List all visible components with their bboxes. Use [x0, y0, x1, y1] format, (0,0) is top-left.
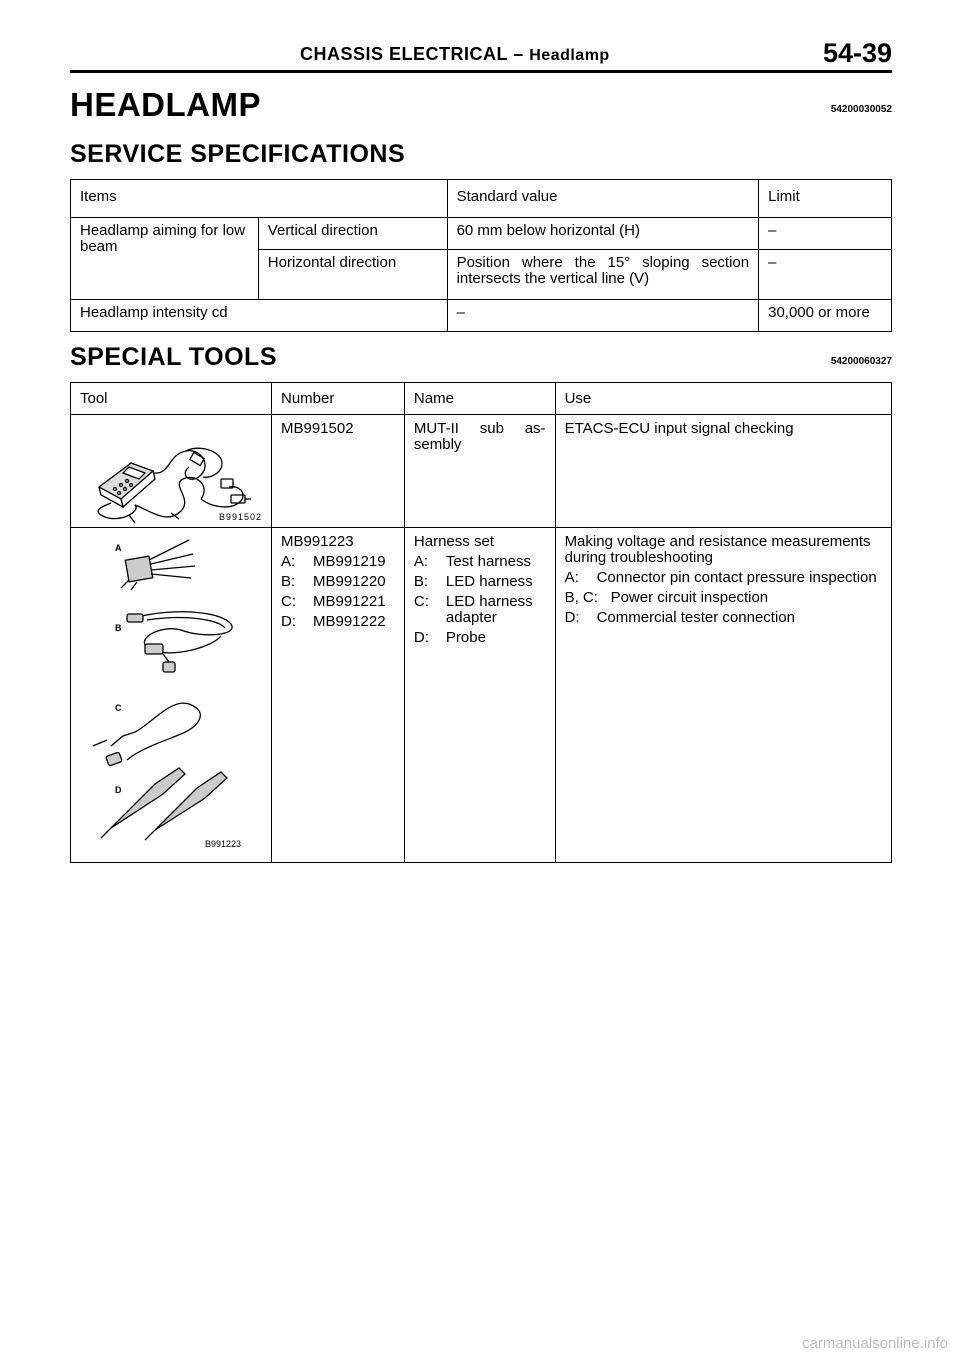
tool2-number-cell [272, 528, 405, 863]
vertical-standard-cell: 60 mm below horizontal (H) [447, 218, 759, 250]
table-row [71, 300, 892, 332]
page-number: 54-39 [822, 38, 892, 68]
tool2-image-cell [71, 528, 272, 863]
col-header-name: Name [404, 383, 555, 415]
horizontal-limit-cell: – [759, 250, 892, 300]
page-title: HEADLAMP [70, 86, 261, 123]
table-row [71, 218, 892, 250]
tool1-image-cell [71, 415, 272, 528]
tool2-image-code: B991223 [205, 839, 242, 849]
service-specs-table [70, 179, 892, 332]
horizontal-standard-cell: Position where the 15° sloping section intersects the vertical line (V) [447, 250, 759, 300]
harness-set-drawing [71, 528, 271, 862]
harness-set-illustration [71, 528, 271, 862]
special-tools-code: 54200060327 [830, 356, 892, 367]
tool2-number-main: MB991223 [281, 533, 354, 550]
list-item: B, C: Power circuit inspection [564, 589, 769, 606]
list-item: B: LED harness [413, 573, 533, 590]
col-header-tool: Tool [71, 383, 272, 415]
header-dash: – [513, 44, 524, 64]
intensity-limit-cell: 30,000 or more [759, 300, 892, 332]
list-item: C: LED harness adapter [413, 593, 533, 626]
header-section: CHASSIS ELECTRICAL [300, 44, 508, 64]
vertical-limit-cell: – [759, 218, 892, 250]
running-header [300, 44, 610, 65]
special-tools-heading: SPECIAL TOOLS [70, 343, 278, 371]
list-item: D: Commercial tester connection [564, 609, 795, 626]
table-row [71, 383, 892, 415]
col-header-limit: Limit [759, 180, 892, 218]
label-a: A [115, 543, 122, 553]
intensity-standard-cell: – [447, 300, 759, 332]
list-item: B: MB991220 [281, 573, 386, 590]
list-item: A: Connector pin contact pressure inspection [564, 569, 877, 586]
tool2-use-main: Making voltage and resistance measurements during troubleshooting [564, 533, 871, 566]
list-item: A: MB991219 [281, 553, 386, 570]
service-specs-heading: SERVICE SPECIFICATIONS [70, 140, 406, 168]
header-subject: Headlamp [529, 47, 610, 64]
vertical-direction-cell: Vertical direction [258, 218, 447, 250]
table-row [71, 415, 892, 528]
watermark: carmanualsonline.info [802, 1335, 948, 1352]
tool2-name-main: Harness set [413, 533, 494, 550]
col-header-number: Number [272, 383, 405, 415]
col-header-standard: Standard value [447, 180, 759, 218]
tool1-image-code: B991502 [219, 512, 263, 522]
list-item: C: MB991221 [281, 593, 386, 610]
list-item: D: Probe [413, 629, 486, 646]
label-c: C [115, 703, 122, 713]
label-d: D [115, 785, 122, 795]
tool1-use-cell: ETACS-ECU input signal checking [555, 415, 891, 528]
aim-item-cell: Headlamp aiming for low beam [71, 218, 259, 300]
tool2-use-cell [555, 528, 891, 863]
horizontal-direction-cell: Horizontal direction [258, 250, 447, 300]
special-tools-table [70, 382, 892, 863]
tool1-number-cell: MB991502 [272, 415, 405, 528]
mut-ii-illustration [71, 415, 271, 527]
tool2-name-cell [404, 528, 555, 863]
list-item: D: MB991222 [281, 613, 386, 630]
table-row [71, 528, 892, 863]
label-b: B [115, 623, 122, 633]
title-code: 54200030052 [830, 104, 892, 115]
header-rule [70, 70, 892, 73]
intensity-item-cell: Headlamp intensity cd [71, 300, 448, 332]
col-header-items: Items [71, 180, 448, 218]
list-item: A: Test harness [413, 553, 531, 570]
tool1-name-cell: MUT-II sub as-sembly [404, 415, 555, 528]
table-row [71, 180, 892, 218]
col-header-use: Use [555, 383, 891, 415]
